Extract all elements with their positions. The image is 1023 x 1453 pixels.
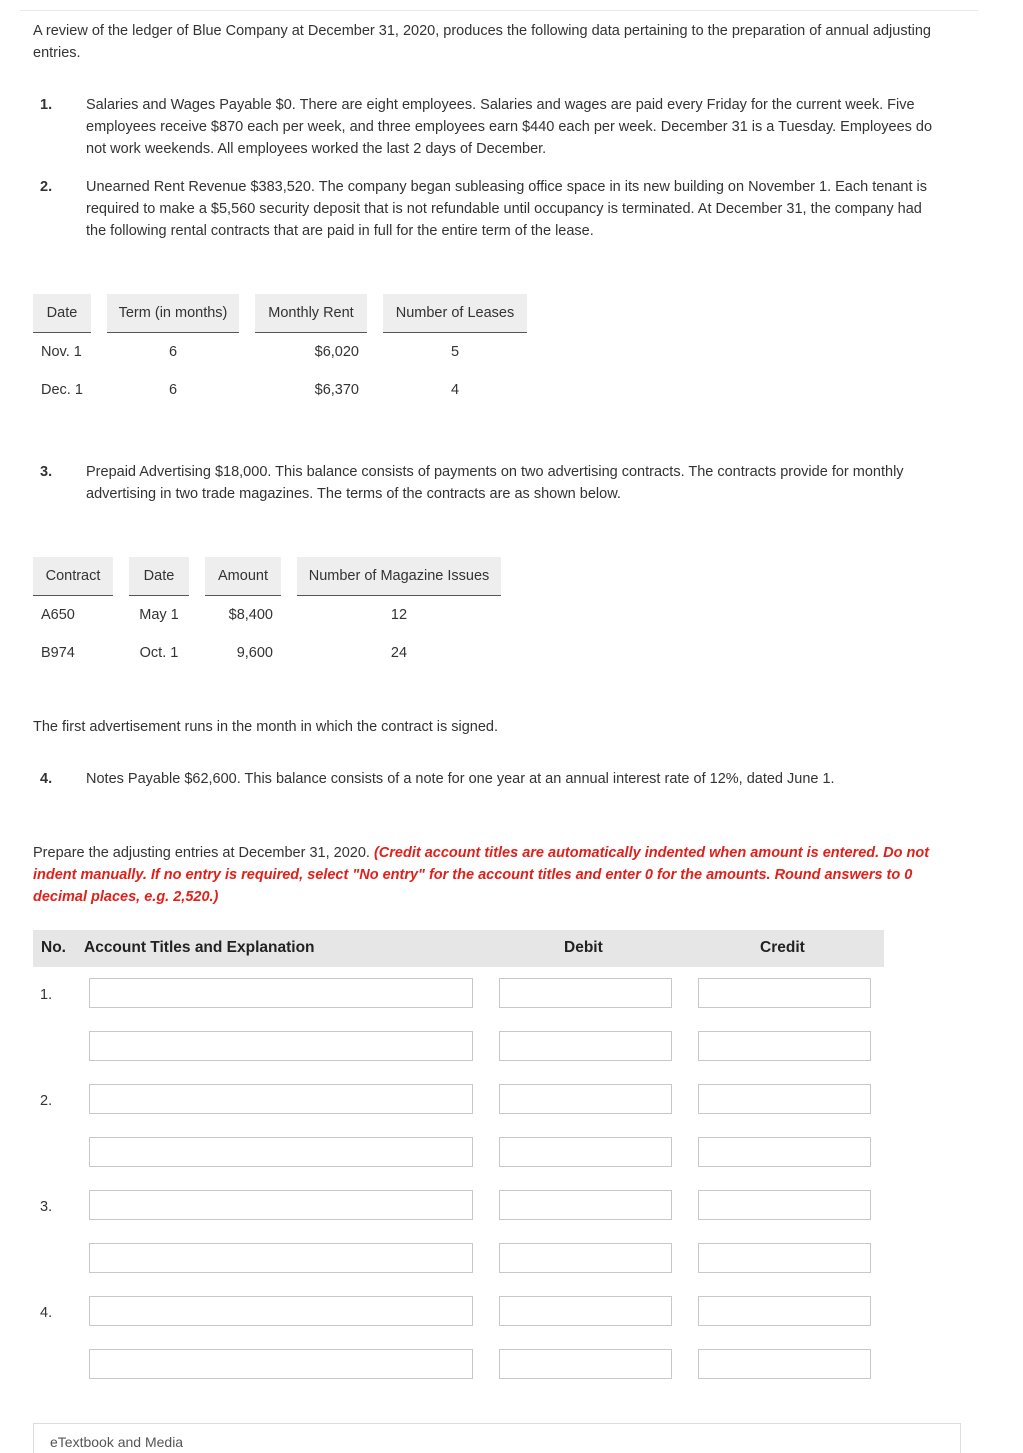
account-title-input[interactable]	[89, 1137, 473, 1167]
item-text-unearned-rent: Unearned Rent Revenue $383,520. The company began subleasing office space in its new building on November 1. Each tenant is required to make a $5,560 security deposit that is not refundable until occupancy is terminated. At December 31, the company had the following rental contracts that are paid in full for the entire term of the lease.	[86, 179, 928, 239]
etextbook-media-label: eTextbook and Media	[50, 1434, 184, 1450]
ad-header-contract: Contract	[33, 557, 113, 596]
account-title-input[interactable]	[89, 978, 473, 1008]
item-number-1: 1.	[40, 97, 53, 113]
entry-number-4: 4.	[40, 1305, 53, 1321]
ad-cell: 24	[390, 645, 408, 661]
credit-input[interactable]	[698, 1296, 871, 1326]
table-row	[33, 371, 527, 409]
ad-cell: $8,400	[228, 607, 273, 623]
debit-input[interactable]	[499, 1031, 672, 1061]
ad-header-date: Date	[129, 557, 189, 596]
debit-input[interactable]	[499, 1243, 672, 1273]
credit-input[interactable]	[698, 1031, 871, 1061]
credit-input[interactable]	[698, 978, 871, 1008]
rent-header-leases: Number of Leases	[383, 294, 527, 333]
item-number-3: 3.	[40, 464, 53, 480]
top-divider	[20, 10, 978, 11]
rent-cell: Dec. 1	[41, 382, 83, 398]
credit-input[interactable]	[698, 1190, 871, 1220]
account-title-input[interactable]	[89, 1190, 473, 1220]
item-text-prepaid-advertising: Prepaid Advertising $18,000. This balance consists of payments on two advertising contracts. The contracts provide for monthly advertising in two trade magazines. The terms of the contracts are as shown below.	[86, 464, 904, 502]
advertising-note: The first advertisement runs in the month in which the contract is signed.	[33, 719, 499, 735]
item-text-salaries: Salaries and Wages Payable $0. There are eight employees. Salaries and wages are paid every Friday for the current week. Five employees receive $870 each per week, and three employees earn $440 each per week. December 31 is a Tuesday. Employees do not work weekends. All employees worked the last 2 days of December.	[86, 97, 933, 157]
entry-number-2: 2.	[40, 1093, 53, 1109]
journal-col-account: Account Titles and Explanation	[84, 939, 315, 956]
rent-header-date: Date	[33, 294, 91, 333]
debit-input[interactable]	[499, 1190, 672, 1220]
rent-cell: 4	[450, 382, 460, 398]
rent-contracts-table	[33, 294, 527, 409]
credit-input[interactable]	[698, 1349, 871, 1379]
journal-col-no: No.	[41, 939, 66, 956]
instructions	[33, 842, 968, 908]
item-text-notes-payable: Notes Payable $62,600. This balance consists of a note for one year at an annual interest rate of 12%, dated June 1.	[86, 771, 835, 787]
item-number-4: 4.	[40, 771, 53, 787]
item-number-2: 2.	[40, 179, 53, 195]
account-title-input[interactable]	[89, 1296, 473, 1326]
entry-number-3: 3.	[40, 1199, 53, 1215]
rent-header-monthly-rent: Monthly Rent	[255, 294, 367, 333]
account-title-input[interactable]	[89, 1243, 473, 1273]
etextbook-media-panel[interactable]	[33, 1423, 961, 1453]
account-title-input[interactable]	[89, 1031, 473, 1061]
instructions-plain: Prepare the adjusting entries at December 31, 2020.	[33, 845, 374, 861]
rent-header-term: Term (in months)	[107, 294, 239, 333]
rent-cell: 5	[450, 344, 460, 360]
table-row	[33, 596, 501, 634]
intro-text: A review of the ledger of Blue Company at December 31, 2020, produces the following data pertaining to the preparation of annual adjusting entries.	[33, 23, 931, 61]
ad-cell: 9,600	[236, 645, 273, 661]
table-row	[33, 634, 501, 672]
rent-cell: Nov. 1	[41, 344, 82, 360]
entry-number-1: 1.	[40, 987, 53, 1003]
credit-input[interactable]	[698, 1243, 871, 1273]
debit-input[interactable]	[499, 1137, 672, 1167]
ad-cell: May 1	[139, 607, 179, 623]
journal-header	[33, 930, 884, 967]
instructions-note: (Credit account titles are automatically indented when amount is entered. Do not indent manually. If no entry is required, select "No entry" for the account titles and enter 0 for the amounts. Round answers to 0 decimal places, e.g. 2,520.)	[33, 845, 930, 905]
account-title-input[interactable]	[89, 1349, 473, 1379]
ad-header-issues: Number of Magazine Issues	[297, 557, 501, 596]
rent-cell: 6	[168, 344, 178, 360]
ad-cell: A650	[41, 607, 75, 623]
debit-input[interactable]	[499, 1084, 672, 1114]
journal-col-credit: Credit	[760, 939, 805, 956]
ad-cell: Oct. 1	[139, 645, 179, 661]
ad-cell: B974	[41, 645, 75, 661]
debit-input[interactable]	[499, 1296, 672, 1326]
rent-cell: 6	[168, 382, 178, 398]
ad-cell: 12	[390, 607, 408, 623]
advertising-contracts-table	[33, 557, 501, 672]
credit-input[interactable]	[698, 1137, 871, 1167]
rent-cell: $6,370	[314, 382, 359, 398]
account-title-input[interactable]	[89, 1084, 473, 1114]
debit-input[interactable]	[499, 1349, 672, 1379]
rent-cell: $6,020	[314, 344, 359, 360]
debit-input[interactable]	[499, 978, 672, 1008]
credit-input[interactable]	[698, 1084, 871, 1114]
ad-header-amount: Amount	[205, 557, 281, 596]
journal-col-debit: Debit	[564, 939, 603, 956]
table-row	[33, 333, 527, 371]
